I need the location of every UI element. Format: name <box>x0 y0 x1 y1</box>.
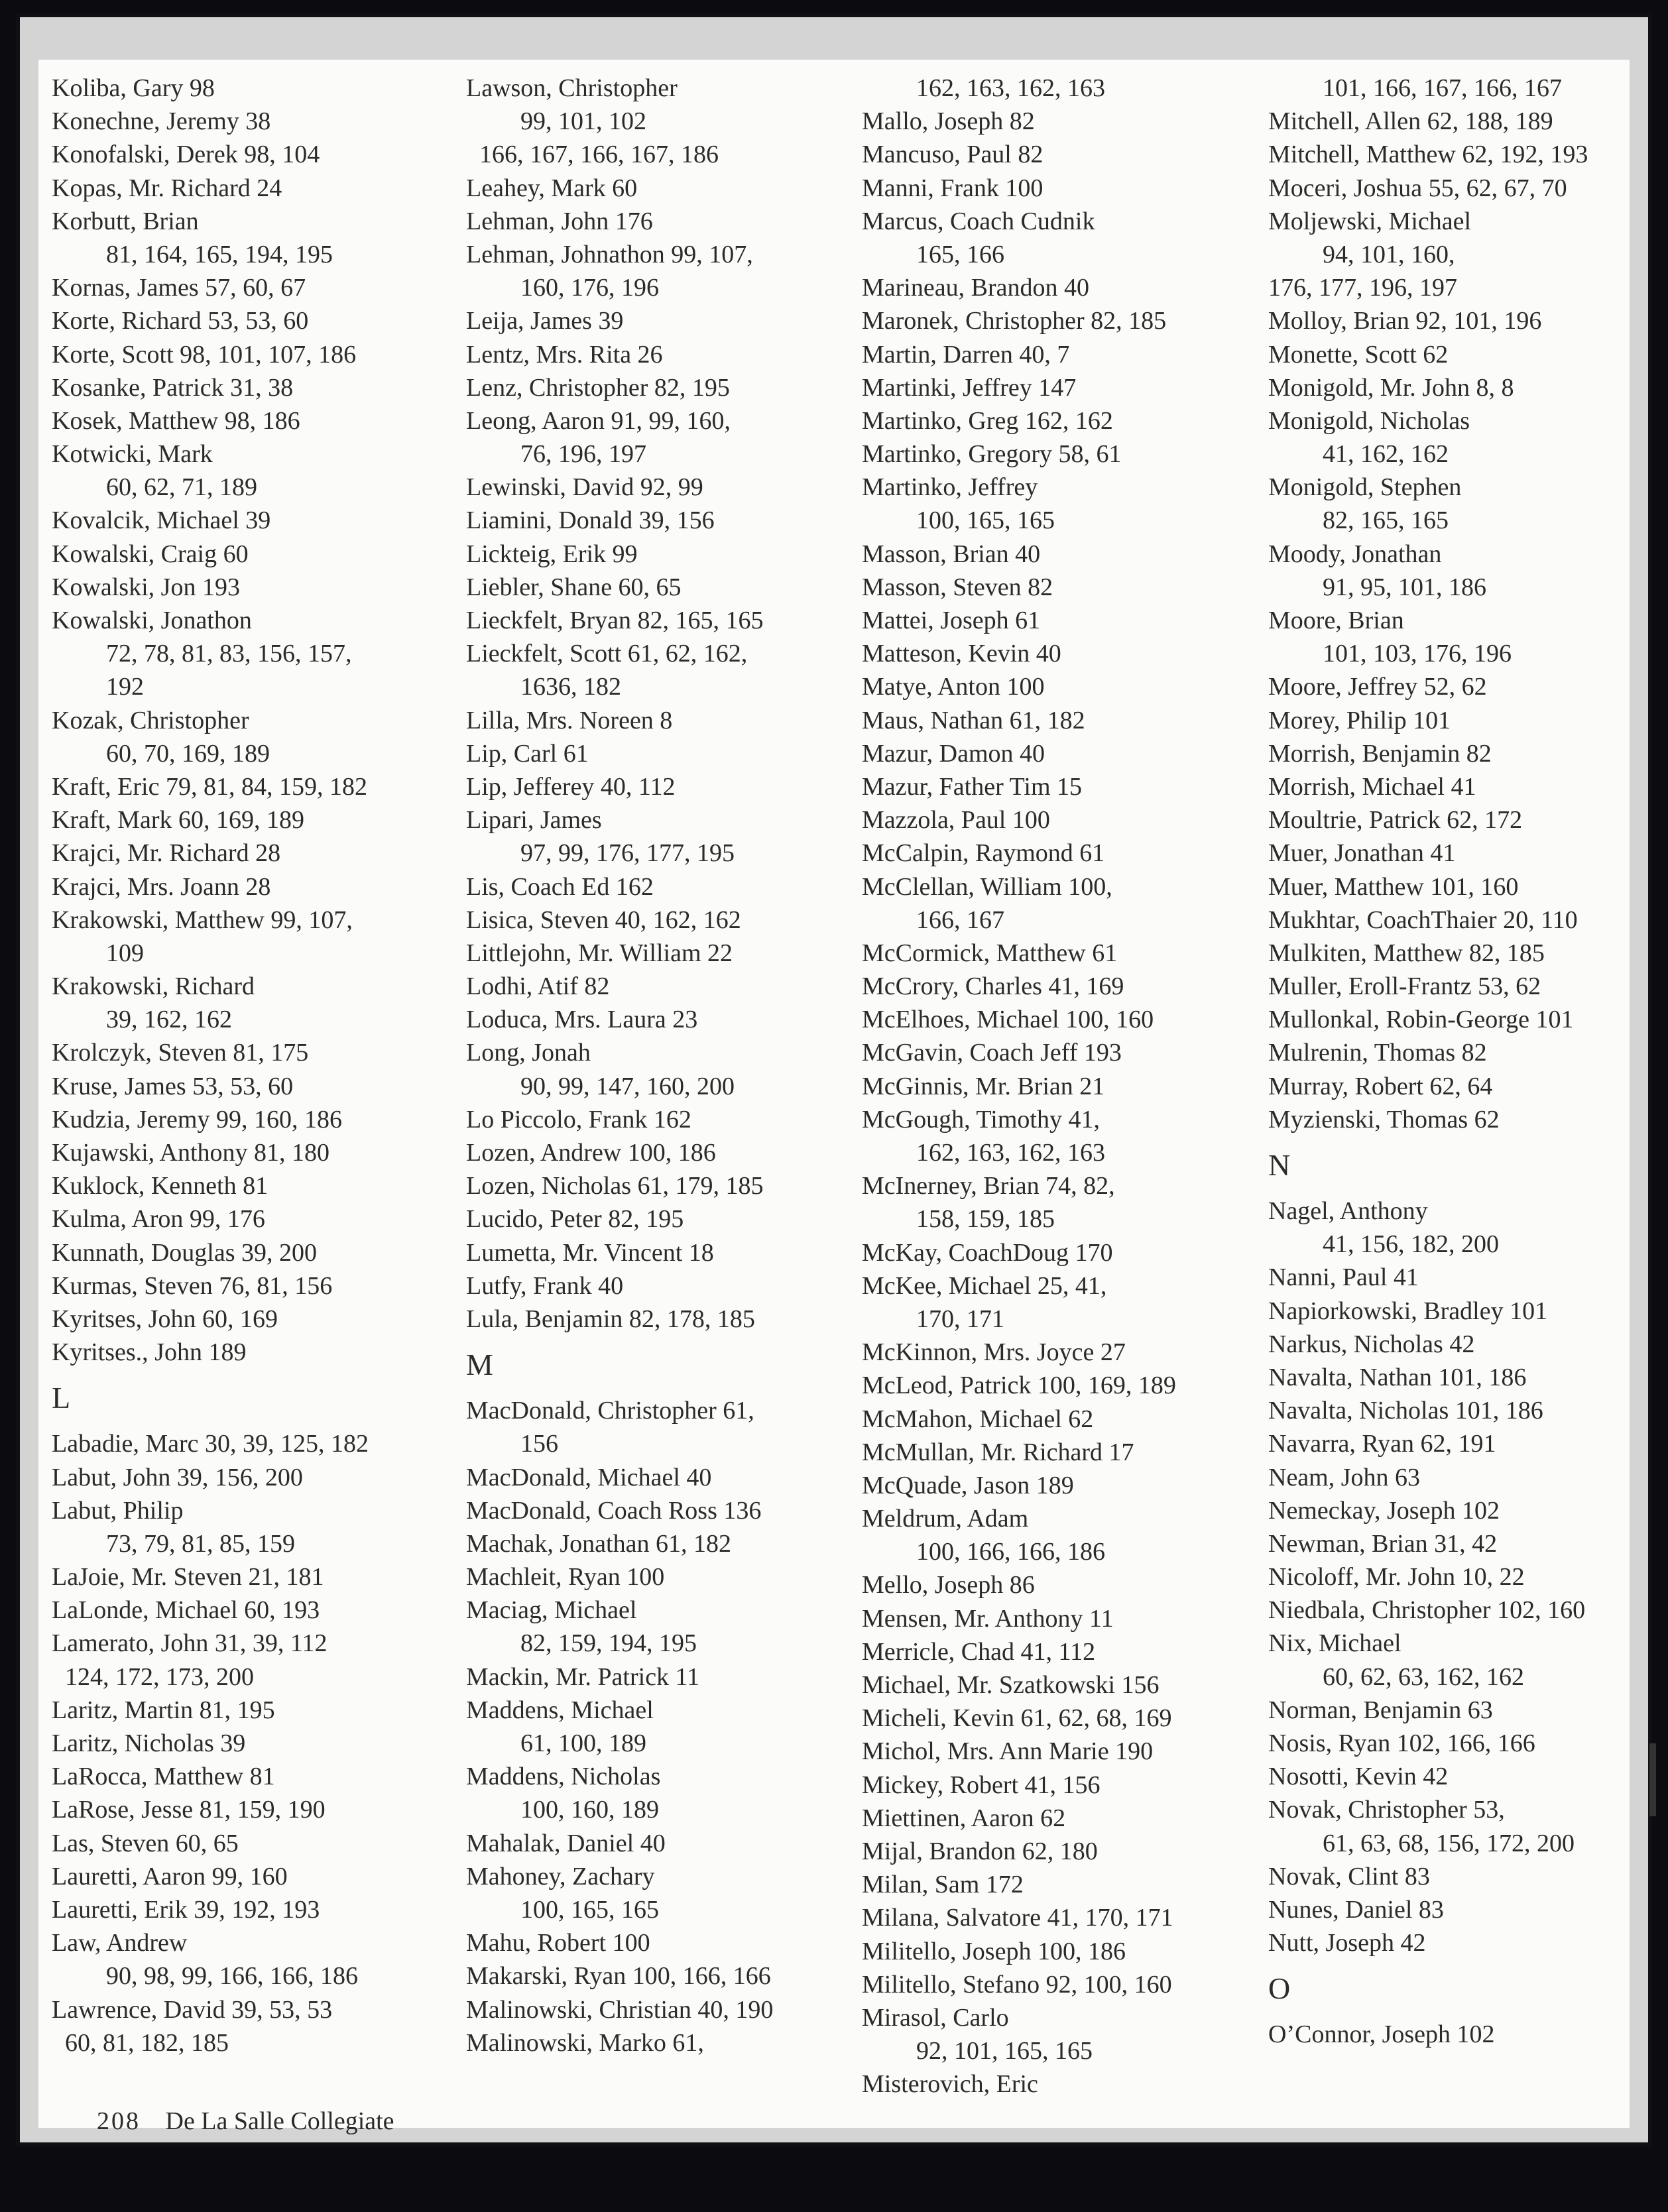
index-entry: Lauretti, Aaron 99, 160 <box>52 1862 288 1891</box>
index-entry: McClellan, William 100, <box>862 872 1112 901</box>
index-entry: Navalta, Nicholas 101, 186 <box>1268 1397 1543 1425</box>
index-entry: Leija, James 39 <box>466 307 624 335</box>
index-entry: Lawrence, David 39, 53, 53 <box>52 1995 333 2024</box>
index-entry: Law, Andrew <box>52 1929 188 1957</box>
index-entry-continuation: 1636, 182 <box>520 673 621 701</box>
index-entry: Liebler, Shane 60, 65 <box>466 573 682 601</box>
index-entry: MacDonald, Coach Ross 136 <box>466 1496 762 1525</box>
index-entry: McCalpin, Raymond 61 <box>862 839 1105 868</box>
section-letter: N <box>1268 1148 1291 1182</box>
index-entry: Mickey, Robert 41, 156 <box>862 1771 1101 1799</box>
index-entry: Moceri, Joshua 55, 62, 67, 70 <box>1268 174 1567 202</box>
index-entry-continuation: 73, 79, 81, 85, 159 <box>106 1529 295 1558</box>
index-entry: Morrish, Benjamin 82 <box>1268 739 1492 768</box>
index-entry: Kosanke, Patrick 31, 38 <box>52 373 294 402</box>
index-entry: McMullan, Mr. Richard 17 <box>862 1438 1134 1466</box>
index-entry: Las, Steven 60, 65 <box>52 1829 239 1857</box>
index-entry: LaJoie, Mr. Steven 21, 181 <box>52 1563 324 1592</box>
index-entry: Muer, Matthew 101, 160 <box>1268 872 1519 901</box>
index-column-4 <box>1268 72 1666 2052</box>
index-entry: Malinowski, Marko 61, <box>466 2028 704 2057</box>
index-entry: Korte, Scott 98, 101, 107, 186 <box>52 340 357 369</box>
index-entry: Myzienski, Thomas 62 <box>1268 1105 1500 1134</box>
index-entry: Lehman, Johnathon 99, 107, <box>466 240 753 268</box>
index-entry: Niedbala, Christopher 102, 160 <box>1268 1596 1586 1625</box>
index-entry: Molloy, Brian 92, 101, 196 <box>1268 307 1542 335</box>
index-entry: McInerney, Brian 74, 82, <box>862 1172 1115 1200</box>
index-entry: Mackin, Mr. Patrick 11 <box>466 1662 700 1691</box>
index-entry: Mirasol, Carlo <box>862 2003 1009 2032</box>
index-column-2 <box>466 72 864 2060</box>
index-entry: Lewinski, David 92, 99 <box>466 473 703 502</box>
index-entry-continuation: 41, 162, 162 <box>1323 440 1449 469</box>
section-letter: M <box>466 1348 493 1382</box>
index-entry-continuation: 61, 63, 68, 156, 172, 200 <box>1323 1829 1575 1857</box>
index-entry: Nix, Michael <box>1268 1629 1401 1658</box>
index-entry: Kovalcik, Michael 39 <box>52 506 271 535</box>
index-entry: Lieckfelt, Bryan 82, 165, 165 <box>466 607 764 634</box>
index-entry: Monigold, Stephen <box>1268 473 1462 502</box>
index-entry: Kruse, James 53, 53, 60 <box>52 1072 294 1100</box>
index-entry: McKinnon, Mrs. Joyce 27 <box>862 1338 1126 1367</box>
index-entry: Miettinen, Aaron 62 <box>862 1804 1066 1832</box>
index-entry: Nanni, Paul 41 <box>1268 1263 1419 1292</box>
index-entry-continuation: 41, 156, 182, 200 <box>1323 1230 1499 1259</box>
index-entry: Korte, Richard 53, 53, 60 <box>52 307 309 335</box>
index-entry: Lo Piccolo, Frank 162 <box>466 1105 691 1134</box>
index-entry: Navalta, Nathan 101, 186 <box>1268 1363 1527 1391</box>
index-entry: Nutt, Joseph 42 <box>1268 1929 1426 1957</box>
index-entry: Maus, Nathan 61, 182 <box>862 706 1085 734</box>
index-entry: Leahey, Mark 60 <box>466 174 638 202</box>
index-entry: Maddens, Nicholas <box>466 1763 661 1791</box>
index-entry: Laritz, Martin 81, 195 <box>52 1696 275 1724</box>
index-entry: Maronek, Christopher 82, 185 <box>862 307 1167 335</box>
index-entry: Littlejohn, Mr. William 22 <box>466 939 733 967</box>
index-entry: Mulkiten, Matthew 82, 185 <box>1268 939 1545 967</box>
index-entry-continuation: 72, 78, 81, 83, 156, 157, <box>106 640 352 668</box>
index-entry: Narkus, Nicholas 42 <box>1268 1330 1475 1358</box>
page-number: 208 <box>97 2107 141 2135</box>
index-entry: McGough, Timothy 41, <box>862 1105 1100 1134</box>
index-entry: Mancuso, Paul 82 <box>862 141 1043 169</box>
index-entry: Lisica, Steven 40, 162, 162 <box>466 905 741 934</box>
index-entry: Masson, Brian 40 <box>862 540 1041 568</box>
index-entry: Mijal, Brandon 62, 180 <box>862 1837 1098 1865</box>
index-entry: Manni, Frank 100 <box>862 174 1043 202</box>
index-entry: Milana, Salvatore 41, 170, 171 <box>862 1904 1173 1932</box>
index-entry-continuation: 60, 81, 182, 185 <box>65 2028 229 2057</box>
index-entry: Mukhtar, CoachThaier 20, 110 <box>1268 905 1578 934</box>
index-entry-continuation: 97, 99, 176, 177, 195 <box>520 839 735 868</box>
index-entry: Newman, Brian 31, 42 <box>1268 1529 1498 1558</box>
index-entry-continuation: 100, 160, 189 <box>520 1796 659 1824</box>
index-entry: McCrory, Charles 41, 169 <box>862 972 1124 1001</box>
index-entry: Kowalski, Craig 60 <box>52 540 249 568</box>
index-entry: Malinowski, Christian 40, 190 <box>466 1995 774 2024</box>
index-entry-continuation: 60, 62, 71, 189 <box>106 473 257 502</box>
index-entry: McCormick, Matthew 61 <box>862 939 1118 967</box>
index-entry: Moljewski, Michael <box>1268 207 1472 235</box>
index-entry: Nagel, Anthony <box>1268 1197 1428 1225</box>
index-entry: Krajci, Mr. Richard 28 <box>52 839 281 868</box>
index-entry: Mello, Joseph 86 <box>862 1571 1035 1600</box>
index-entry: Lenz, Christopher 82, 195 <box>466 373 730 402</box>
index-entry: Lumetta, Mr. Vincent 18 <box>466 1238 714 1267</box>
index-entry-continuation: 91, 95, 101, 186 <box>1323 573 1486 601</box>
index-entry: Lipari, James <box>466 806 602 835</box>
index-entry: Militello, Stefano 92, 100, 160 <box>862 1970 1172 1999</box>
index-entry: Krakowski, Richard <box>52 972 255 1001</box>
index-entry: Morrish, Michael 41 <box>1268 772 1476 801</box>
index-entry-continuation: 100, 165, 165 <box>916 506 1055 535</box>
index-entry-continuation: 165, 166 <box>916 240 1004 268</box>
index-entry: O’Connor, Joseph 102 <box>1268 2020 1495 2049</box>
index-entry-continuation: 99, 101, 102 <box>520 107 646 136</box>
index-entry: Mensen, Mr. Anthony 11 <box>862 1604 1114 1633</box>
index-entry: Misterovich, Eric <box>862 2070 1038 2099</box>
index-entry: LaLonde, Michael 60, 193 <box>52 1596 320 1625</box>
index-entry: Nosis, Ryan 102, 166, 166 <box>1268 1729 1535 1757</box>
index-entry: Kyritses, John 60, 169 <box>52 1305 278 1333</box>
index-entry: Mazur, Father Tim 15 <box>862 772 1083 801</box>
index-entry: Makarski, Ryan 100, 166, 166 <box>466 1962 771 1991</box>
index-entry: Marineau, Brandon 40 <box>862 274 1089 302</box>
index-entry: Koliba, Gary 98 <box>52 74 215 102</box>
index-entry: McMahon, Michael 62 <box>862 1405 1094 1433</box>
index-entry: Lis, Coach Ed 162 <box>466 872 654 901</box>
index-entry-continuation: 166, 167, 166, 167, 186 <box>479 141 719 169</box>
index-entry: Loduca, Mrs. Laura 23 <box>466 1006 698 1034</box>
index-entry: Monigold, Mr. John 8, 8 <box>1268 373 1514 402</box>
index-entry: Morey, Philip 101 <box>1268 706 1451 734</box>
index-entry: Mitchell, Allen 62, 188, 189 <box>1268 107 1553 136</box>
index-entry: Kozak, Christopher <box>52 706 249 734</box>
index-entry: Monigold, Nicholas <box>1268 406 1470 435</box>
index-entry: Lip, Carl 61 <box>466 739 589 768</box>
index-entry: McGinnis, Mr. Brian 21 <box>862 1072 1105 1100</box>
index-entry: Leong, Aaron 91, 99, 160, <box>466 406 731 435</box>
index-entry: Muer, Jonathan 41 <box>1268 839 1456 868</box>
section-letter: L <box>52 1381 71 1415</box>
index-entry: Lutfy, Frank 40 <box>466 1271 624 1300</box>
index-entry: McLeod, Patrick 100, 169, 189 <box>862 1371 1176 1400</box>
index-entry: Lamerato, John 31, 39, 112 <box>52 1629 328 1658</box>
index-entry: LaRocca, Matthew 81 <box>52 1763 275 1791</box>
index-entry: Maciag, Michael <box>466 1596 637 1625</box>
index-entry: Moore, Brian <box>1268 607 1404 634</box>
index-entry: Mallo, Joseph 82 <box>862 107 1035 136</box>
index-entry: Lauretti, Erik 39, 192, 193 <box>52 1895 320 1924</box>
index-entry: Labadie, Marc 30, 39, 125, 182 <box>52 1430 369 1458</box>
index-entry: Michol, Mrs. Ann Marie 190 <box>862 1737 1154 1766</box>
index-entry: Konofalski, Derek 98, 104 <box>52 141 320 169</box>
index-entry-continuation: 162, 163, 162, 163 <box>916 1139 1105 1167</box>
index-entry-continuation: 61, 100, 189 <box>520 1729 646 1757</box>
index-entry: Mitchell, Matthew 62, 192, 193 <box>1268 141 1588 169</box>
index-entry: LaRose, Jesse 81, 159, 190 <box>52 1796 326 1824</box>
index-entry: Moody, Jonathan <box>1268 540 1442 568</box>
index-entry: 176, 177, 196, 197 <box>1268 274 1457 302</box>
index-entry: MacDonald, Christopher 61, <box>466 1397 754 1425</box>
index-entry: Martinko, Jeffrey <box>862 473 1038 502</box>
index-entry: Martin, Darren 40, 7 <box>862 340 1070 369</box>
index-entry: McQuade, Jason 189 <box>862 1471 1074 1499</box>
index-entry-continuation: 166, 167 <box>916 905 1004 934</box>
index-entry-continuation: 76, 196, 197 <box>520 440 646 469</box>
index-entry: Marcus, Coach Cudnik <box>862 207 1095 235</box>
index-entry: Machak, Jonathan 61, 182 <box>466 1529 731 1558</box>
index-entry-continuation: 124, 172, 173, 200 <box>65 1662 254 1691</box>
index-entry: Laritz, Nicholas 39 <box>52 1729 246 1757</box>
index-entry: Liamini, Donald 39, 156 <box>466 506 715 535</box>
index-entry: Kraft, Eric 79, 81, 84, 159, 182 <box>52 772 367 801</box>
index-column-1 <box>52 72 449 2060</box>
index-entry: Novak, Clint 83 <box>1268 1862 1430 1891</box>
index-entry-continuation: 92, 101, 165, 165 <box>916 2037 1093 2066</box>
index-entry: Milan, Sam 172 <box>862 1871 1024 1899</box>
index-entry: Lozen, Andrew 100, 186 <box>466 1139 716 1167</box>
index-entry-continuation: 82, 165, 165 <box>1323 506 1449 535</box>
index-entry: Lehman, John 176 <box>466 207 653 235</box>
index-entry: Krolczyk, Steven 81, 175 <box>52 1039 309 1067</box>
index-entry: Lilla, Mrs. Noreen 8 <box>466 706 673 734</box>
index-entry: Lucido, Peter 82, 195 <box>466 1205 684 1234</box>
index-entry: Konechne, Jeremy 38 <box>52 107 271 136</box>
index-entry: Mazur, Damon 40 <box>862 739 1045 768</box>
index-entry-continuation: 100, 166, 166, 186 <box>916 1538 1105 1566</box>
index-entry-continuation: 109 <box>106 939 144 967</box>
index-entry: Lodhi, Atif 82 <box>466 972 610 1001</box>
index-entry: Michael, Mr. Szatkowski 156 <box>862 1671 1160 1699</box>
index-entry-continuation: 162, 163, 162, 163 <box>916 74 1105 102</box>
index-entry: Mulrenin, Thomas 82 <box>1268 1039 1487 1067</box>
index-entry-continuation: 39, 162, 162 <box>106 1006 232 1034</box>
index-entry-continuation: 60, 62, 63, 162, 162 <box>1323 1662 1524 1691</box>
index-entry-continuation: 101, 166, 167, 166, 167 <box>1323 74 1562 102</box>
index-entry-continuation: 81, 164, 165, 194, 195 <box>106 240 333 268</box>
index-entry: Kopas, Mr. Richard 24 <box>52 174 282 202</box>
publication-name: De La Salle Collegiate <box>165 2107 394 2135</box>
index-entry: Kyritses., John 189 <box>52 1338 247 1367</box>
index-entry: Moultrie, Patrick 62, 172 <box>1268 806 1523 835</box>
index-entry: Murray, Robert 62, 64 <box>1268 1072 1493 1100</box>
index-entry: Mattei, Joseph 61 <box>862 607 1041 634</box>
index-entry: McKee, Michael 25, 41, <box>862 1271 1107 1300</box>
index-entry: Kujawski, Anthony 81, 180 <box>52 1139 330 1167</box>
index-entry: Moore, Jeffrey 52, 62 <box>1268 673 1487 701</box>
index-entry-continuation: 192 <box>106 673 144 701</box>
index-entry: Nosotti, Kevin 42 <box>1268 1763 1449 1791</box>
index-entry-continuation: 82, 159, 194, 195 <box>520 1629 697 1658</box>
index-entry: Machleit, Ryan 100 <box>466 1563 665 1592</box>
index-entry: Norman, Benjamin 63 <box>1268 1696 1493 1724</box>
index-entry: Monette, Scott 62 <box>1268 340 1449 369</box>
index-entry-continuation: 101, 103, 176, 196 <box>1323 640 1512 668</box>
index-entry: Lawson, Christopher <box>466 74 678 102</box>
index-entry: Kulma, Aron 99, 176 <box>52 1205 265 1234</box>
index-entry: Meldrum, Adam <box>862 1505 1029 1533</box>
index-entry: Kudzia, Jeremy 99, 160, 186 <box>52 1105 342 1134</box>
index-entry: Matye, Anton 100 <box>862 673 1045 701</box>
index-entry: Lieckfelt, Scott 61, 62, 162, <box>466 640 748 668</box>
index-entry: Mazzola, Paul 100 <box>862 806 1050 835</box>
index-entry: Krakowski, Matthew 99, 107, <box>52 905 353 934</box>
page-footer <box>97 2107 394 2136</box>
index-entry-continuation: 170, 171 <box>916 1305 1004 1333</box>
index-entry: Nicoloff, Mr. John 10, 22 <box>1268 1563 1525 1592</box>
index-entry: Martinko, Gregory 58, 61 <box>862 440 1122 469</box>
index-entry: Merricle, Chad 41, 112 <box>862 1637 1096 1666</box>
index-entry: Maddens, Michael <box>466 1696 654 1724</box>
index-entry-continuation: 90, 98, 99, 166, 166, 186 <box>106 1962 358 1991</box>
index-entry: Korbutt, Brian <box>52 207 199 235</box>
index-entry: Lickteig, Erik 99 <box>466 540 638 568</box>
index-entry: Labut, John 39, 156, 200 <box>52 1463 303 1491</box>
index-entry-continuation: 160, 176, 196 <box>520 274 659 302</box>
index-entry: Kraft, Mark 60, 169, 189 <box>52 806 304 835</box>
index-entry: Krajci, Mrs. Joann 28 <box>52 872 271 901</box>
index-entry-continuation: 90, 99, 147, 160, 200 <box>520 1072 735 1100</box>
index-entry: Kowalski, Jon 193 <box>52 573 240 601</box>
index-entry: Kosek, Matthew 98, 186 <box>52 406 300 435</box>
scan-edge-mark <box>1649 1743 1656 1816</box>
index-entry: Kornas, James 57, 60, 67 <box>52 274 306 302</box>
index-entry: Masson, Steven 82 <box>862 573 1053 601</box>
index-entry: Kunnath, Douglas 39, 200 <box>52 1238 318 1267</box>
index-entry: Micheli, Kevin 61, 62, 68, 169 <box>862 1704 1172 1733</box>
index-entry: Kotwicki, Mark <box>52 440 213 469</box>
index-entry: Novak, Christopher 53, <box>1268 1796 1505 1824</box>
index-entry-continuation: 100, 165, 165 <box>520 1895 659 1924</box>
index-entry: Lip, Jefferey 40, 112 <box>466 772 676 801</box>
section-letter: O <box>1268 1971 1291 2006</box>
index-entry: Mahu, Robert 100 <box>466 1929 650 1957</box>
index-entry: Navarra, Ryan 62, 191 <box>1268 1430 1496 1458</box>
index-entry: Mahalak, Daniel 40 <box>466 1829 666 1857</box>
index-entry: McElhoes, Michael 100, 160 <box>862 1006 1154 1034</box>
index-entry: Kuklock, Kenneth 81 <box>52 1172 268 1200</box>
index-entry: Labut, Philip <box>52 1496 184 1525</box>
index-entry: Lozen, Nicholas 61, 179, 185 <box>466 1172 764 1200</box>
index-entry-continuation: 156 <box>520 1430 558 1458</box>
index-entry: Matteson, Kevin 40 <box>862 640 1061 668</box>
index-entry-continuation: 94, 101, 160, <box>1323 240 1455 268</box>
index-entry: McKay, CoachDoug 170 <box>862 1238 1113 1267</box>
index-column-3 <box>862 72 1260 2101</box>
index-entry: Kowalski, Jonathon <box>52 607 252 634</box>
index-entry: Muller, Eroll-Frantz 53, 62 <box>1268 972 1541 1001</box>
index-entry: Martinki, Jeffrey 147 <box>862 373 1077 402</box>
index-entry: Napiorkowski, Bradley 101 <box>1268 1297 1548 1325</box>
index-entry: Long, Jonah <box>466 1039 591 1067</box>
index-entry: Lula, Benjamin 82, 178, 185 <box>466 1305 755 1333</box>
index-entry: Kurmas, Steven 76, 81, 156 <box>52 1271 333 1300</box>
index-entry: Martinko, Greg 162, 162 <box>862 406 1113 435</box>
index-entry: Militello, Joseph 100, 186 <box>862 1937 1126 1965</box>
index-entry: Neam, John 63 <box>1268 1463 1421 1491</box>
index-entry: McGavin, Coach Jeff 193 <box>862 1039 1122 1067</box>
index-entry: Mahoney, Zachary <box>466 1862 655 1891</box>
index-entry: Lentz, Mrs. Rita 26 <box>466 340 663 369</box>
index-entry: MacDonald, Michael 40 <box>466 1463 712 1491</box>
index-entry-continuation: 158, 159, 185 <box>916 1205 1055 1234</box>
index-entry: Nunes, Daniel 83 <box>1268 1895 1444 1924</box>
index-entry: Nemeckay, Joseph 102 <box>1268 1496 1500 1525</box>
index-entry: Mullonkal, Robin-George 101 <box>1268 1006 1574 1034</box>
index-entry-continuation: 60, 70, 169, 189 <box>106 739 270 768</box>
